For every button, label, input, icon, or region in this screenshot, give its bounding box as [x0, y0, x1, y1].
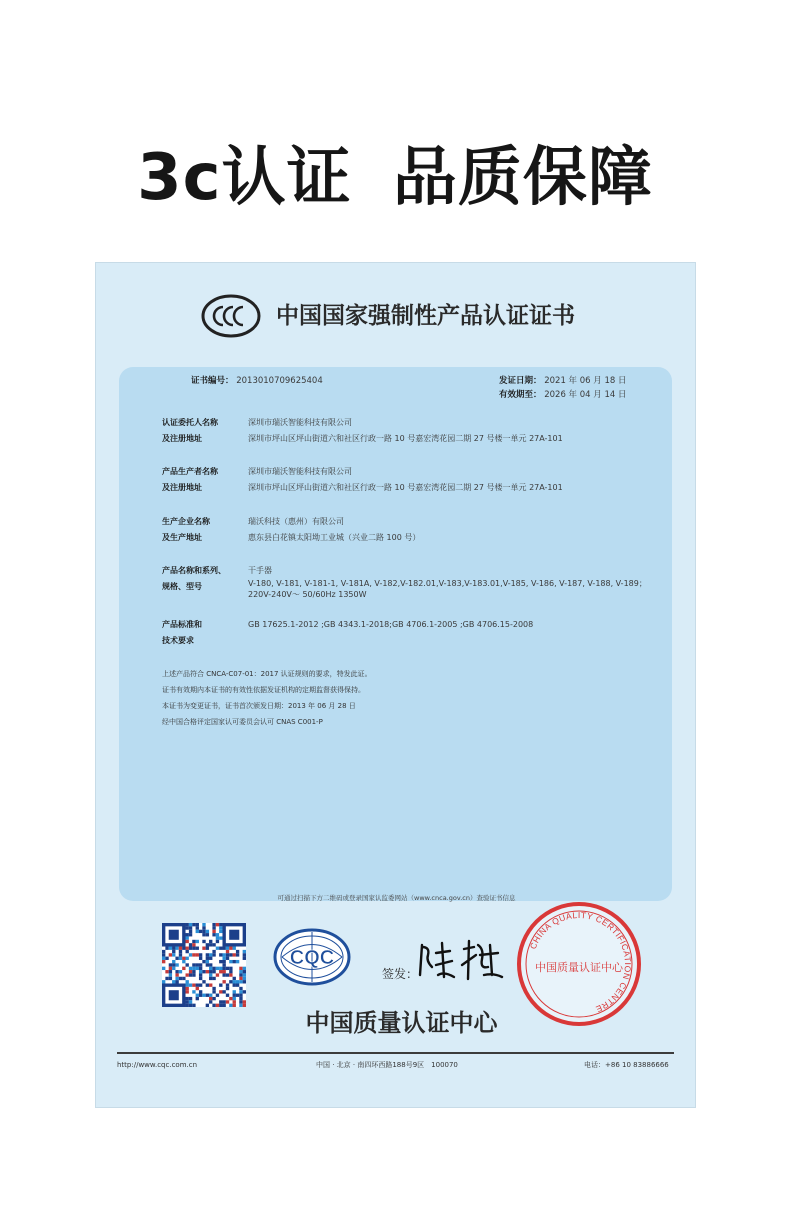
footer-divider	[117, 1052, 674, 1054]
certificate-document	[95, 262, 696, 1108]
certificate-number	[191, 375, 323, 388]
certificate-header	[96, 293, 697, 341]
manufacturer-address-label: 及注册地址	[162, 483, 202, 492]
certificate-details-panel	[119, 367, 672, 901]
note-line: 经中国合格评定国家认可委员会认可 CNAS C001-P	[162, 718, 323, 726]
expiry-date	[499, 389, 627, 402]
manufacturer-name: 深圳市瑞沃智能科技有限公司	[248, 467, 352, 476]
signature-label: 签发：	[382, 967, 419, 981]
issue-date	[499, 375, 627, 388]
issue-date-label: 发证日期：	[499, 376, 542, 386]
footer-address: 中国 · 北京 · 南四环西路188号9区 100070	[316, 1061, 458, 1069]
footer-website: http://www.cqc.com.cn	[117, 1061, 198, 1069]
verify-note: 可通过扫描下方二维码或登录国家认监委网站（www.cnca.gov.cn）查验证书信息	[277, 894, 516, 902]
product-models: V-180, V-181, V-181-1, V-181A, V-182,V-182.01,V-183,V-183.01,V-185, V-186, V-187, V-188, V-189； 220V-240V～ 50/60Hz 1350W	[248, 579, 647, 599]
factory-label: 生产企业名称	[162, 517, 210, 526]
manufacturer-address: 深圳市坪山区坪山街道六和社区行政一路 10 号嘉宏湾花园二期 27 号楼一单元 27A-101	[248, 483, 563, 492]
factory-address: 惠东县白花镇太阳坳工业城（兴业二路 100 号）	[248, 533, 421, 542]
footer-phone: 电话：+86 10 83886666	[584, 1061, 669, 1069]
standards-requirements-label: 技术要求	[162, 636, 194, 645]
handwritten-signature	[414, 935, 506, 985]
applicant-address-label: 及注册地址	[162, 434, 202, 443]
ccc-mark-icon	[201, 293, 261, 339]
seal-inner-text: 中国质量认证中心	[535, 961, 623, 974]
note-line: 上述产品符合 CNCA-C07-01：2017 认证规则的要求，特发此证。	[162, 670, 372, 678]
standards-value: GB 17625.1-2012 ;GB 4343.1-2018;GB 4706.1-2005 ;GB 4706.15-2008	[248, 620, 534, 629]
note-line: 本证书为变更证书，证书首次颁发日期：2013 年 06 月 28 日	[162, 702, 356, 710]
applicant-name: 深圳市瑞沃智能科技有限公司	[248, 418, 352, 427]
cqc-logo-icon	[272, 927, 352, 987]
manufacturer-label: 产品生产者名称	[162, 467, 218, 476]
seal-text: CHINA QUALITY CERTIFICATION CENTRE	[527, 909, 634, 1015]
certificate-title: 中国国家强制性产品认证证书	[276, 303, 575, 329]
certificate-number-value: 2013010709625404	[236, 376, 323, 386]
cqc-logo-text: CQC	[289, 947, 335, 969]
standards-label: 产品标准和	[162, 620, 202, 629]
product-model-label: 规格、型号	[162, 582, 202, 591]
page-headline: 3c认证 品质保障	[137, 141, 653, 215]
factory-name: 瑞沃科技（惠州）有限公司	[248, 517, 344, 526]
product-label: 产品名称和系列、	[162, 566, 226, 575]
applicant-address: 深圳市坪山区坪山街道六和社区行政一路 10 号嘉宏湾花园二期 27 号楼一单元 27A-101	[248, 434, 563, 443]
product-name: 干手器	[248, 566, 272, 575]
expiry-date-value: 2026 年 04 月 14 日	[544, 390, 627, 400]
applicant-label: 认证委托人名称	[162, 418, 218, 427]
note-line: 证书有效期内本证书的有效性依据发证机构的定期监督获得保持。	[162, 686, 365, 694]
expiry-date-label: 有效期至：	[499, 390, 542, 400]
factory-address-label: 及生产地址	[162, 533, 202, 542]
certificate-number-label: 证书编号：	[191, 376, 234, 386]
issue-date-value: 2021 年 06 月 18 日	[544, 376, 627, 386]
qr-code-icon	[162, 923, 246, 1007]
issuing-authority: 中国质量认证中心	[305, 1009, 498, 1037]
